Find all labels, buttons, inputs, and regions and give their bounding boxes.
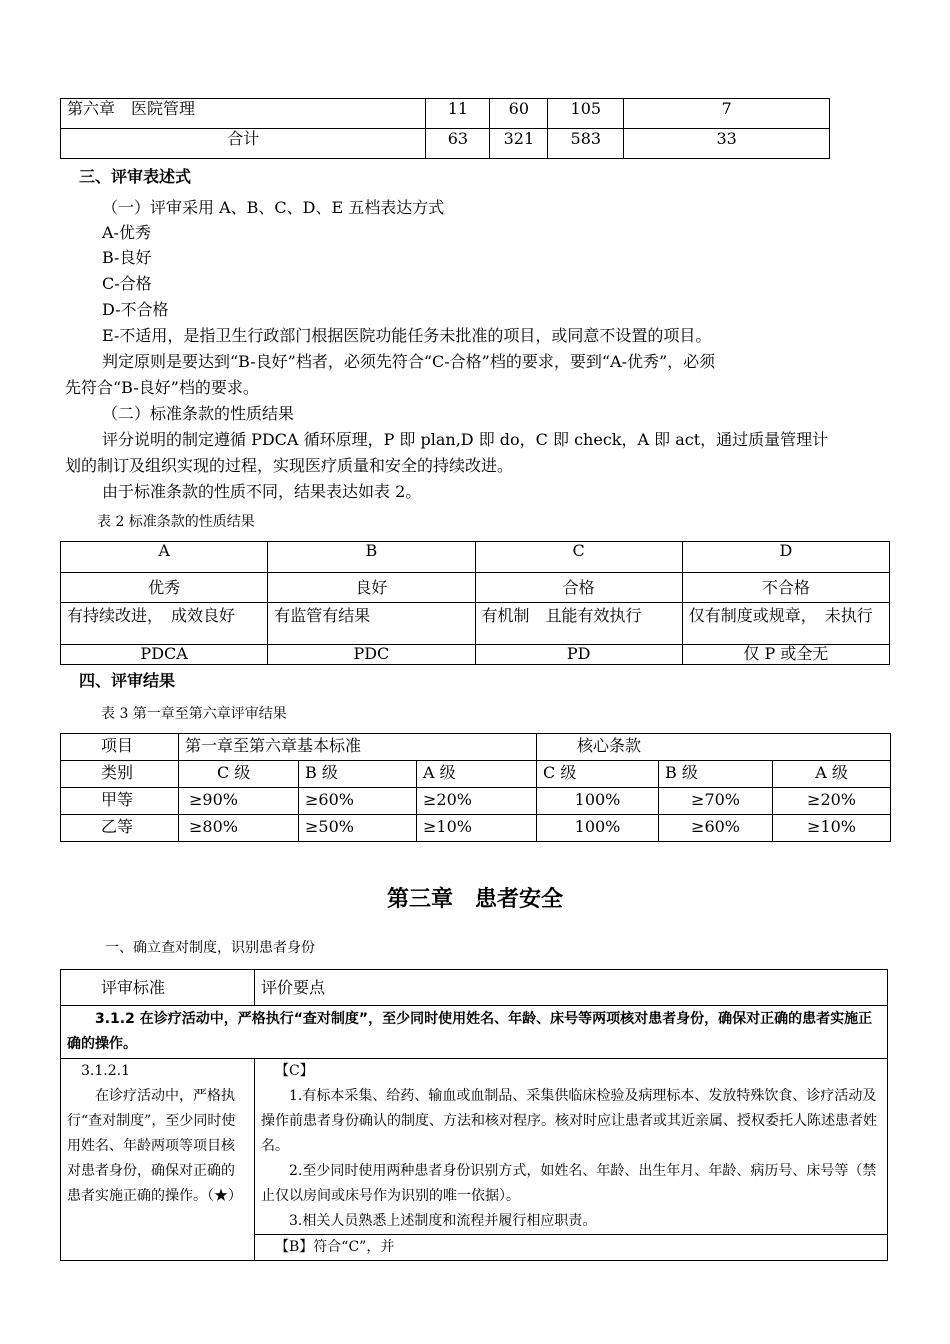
table-row [61,788,891,815]
table-row [61,1059,888,1235]
cell: 合格 [475,573,682,603]
table-row [61,99,830,129]
paragraph: 划的制订及组织实现的过程，实现医疗质量和安全的持续改进。 [65,456,514,475]
header-cell: C [475,542,682,573]
cell: 有机制 且能有效执行 [475,603,682,645]
row-label: 甲等 [61,788,179,815]
point: 3.相关人员熟悉上述制度和流程并履行相应职责。 [289,1213,597,1229]
header-cell: 第一章至第六章基本标准 [179,734,537,761]
cell: 105 [548,99,624,129]
cell: 仅 P 或全无 [682,645,889,665]
header-cell: 核心条款 [537,734,891,761]
cell: 优秀 [61,573,268,603]
table-row [61,970,888,1006]
cell: PDC [268,645,475,665]
paragraph: （一）评审采用 A、B、C、D、E 五档表达方式 [102,198,445,217]
cell: 有持续改进， 成效良好 [61,603,268,645]
header-cell: A 级 [417,761,537,788]
section-heading: 三、评审表述式 [79,167,192,186]
table-caption: 表 2 标准条款的性质结果 [97,514,255,530]
cell: ≥50% [299,815,417,842]
header-cell: A 级 [773,761,891,788]
header-cell: 类别 [61,761,179,788]
item-number: 3.1.2.1 [81,1063,130,1079]
header-cell: 项目 [61,734,179,761]
header-cell: 评价要点 [255,970,888,1006]
paragraph: 判定原则是要达到“B-良好”档者，必须先符合“C-合格”档的要求，要到“A-优秀”，必须 [102,352,716,371]
point: 2.至少同时使用两种患者身份识别方式，如姓名、年龄、出生年月、年龄、病历号、床号等（禁止仅以房间或床号作为识别的唯一依据）。 [261,1163,877,1204]
cell: 583 [548,129,624,159]
paragraph: E-不适用，是指卫生行政部门根据医院功能任务未批准的项目，或同意不设置的项目。 [102,326,712,345]
table-row [61,645,890,665]
summary-table [60,98,830,159]
header-cell: B [268,542,475,573]
section-heading: 四、评审结果 [79,671,176,690]
cell: ≥20% [417,788,537,815]
cell: 100% [537,788,659,815]
clause-title: 3.1.2 在诊疗活动中，严格执行“查对制度”，至少同时使用姓名、年龄、床号等两项核对患者身份，确保对正确的患者实施正确的操作。 [61,1006,888,1059]
paragraph: A-优秀 [102,223,151,242]
header-cell: B 级 [299,761,417,788]
item-text: 在诊疗活动中，严格执行“查对制度”，至少同时使用姓名、年龄两项等项目核对患者身份，确保对正确的患者实施正确的操作。（★） [67,1088,242,1204]
chapter-title: 第三章 患者安全 [386,887,563,912]
paragraph: D-不合格 [102,300,169,319]
cell: PD [475,645,682,665]
cell: 不合格 [682,573,889,603]
table-row [61,734,891,761]
cell: 100% [537,815,659,842]
cell: 良好 [268,573,475,603]
grade-label: 【C】 [275,1063,314,1079]
row-label: 合计 [61,129,426,159]
table-row [61,573,890,603]
table-row [61,542,890,573]
header-cell: C 级 [537,761,659,788]
paragraph: B-良好 [102,248,152,267]
paragraph: （二）标准条款的性质结果 [102,404,295,423]
header-cell: C 级 [179,761,299,788]
cell: 有监管有结果 [268,603,475,645]
cell: ≥60% [659,815,773,842]
paragraph: 由于标准条款的性质不同，结果表达如表 2。 [102,482,422,501]
paragraph: 先符合“B-良好”档的要求。 [65,378,259,397]
table-row [61,1006,888,1059]
cell: ≥20% [773,788,891,815]
cell: 11 [426,99,490,129]
cell: 仅有制度或规章， 未执行 [682,603,889,645]
cell: ≥80% [179,815,299,842]
cell: ≥60% [299,788,417,815]
review-result-table [60,733,891,842]
header-cell: A [61,542,268,573]
section-title: 一、确立查对制度，识别患者身份 [105,940,315,956]
point: 1.有标本采集、给药、输血或血制品、采集供临床检验及病理标本、发放特殊饮食、诊疗活动及操作前患者身份确认的制度、方法和核对程序。核对时应让患者或其近亲属、授权委托人陈述患者姓名。 [261,1088,877,1154]
c-grade-cell [255,1059,888,1235]
cell: 63 [426,129,490,159]
cell: 33 [624,129,830,159]
table-row [61,603,890,645]
header-cell: D [682,542,889,573]
standard-table [60,969,888,1261]
cell: 60 [490,99,548,129]
table-row [61,129,830,159]
cell: 321 [490,129,548,159]
item-cell [61,1059,255,1261]
cell: ≥10% [417,815,537,842]
header-cell: 评审标准 [61,970,255,1006]
cell: PDCA [61,645,268,665]
table-caption: 表 3 第一章至第六章评审结果 [101,706,287,722]
cell: ≥10% [773,815,891,842]
paragraph: 评分说明的制定遵循 PDCA 循环原理，P 即 plan,D 即 do，C 即 check，A 即 act，通过质量管理计 [102,430,829,449]
nature-result-table [60,541,890,665]
row-label: 第六章 医院管理 [61,99,426,129]
paragraph: C-合格 [102,274,152,293]
b-grade-cell: 【B】符合“C”，并 [255,1235,888,1261]
cell: ≥90% [179,788,299,815]
cell: ≥70% [659,788,773,815]
table-row [61,761,891,788]
table-row [61,815,891,842]
cell: 7 [624,99,830,129]
header-cell: B 级 [659,761,773,788]
row-label: 乙等 [61,815,179,842]
